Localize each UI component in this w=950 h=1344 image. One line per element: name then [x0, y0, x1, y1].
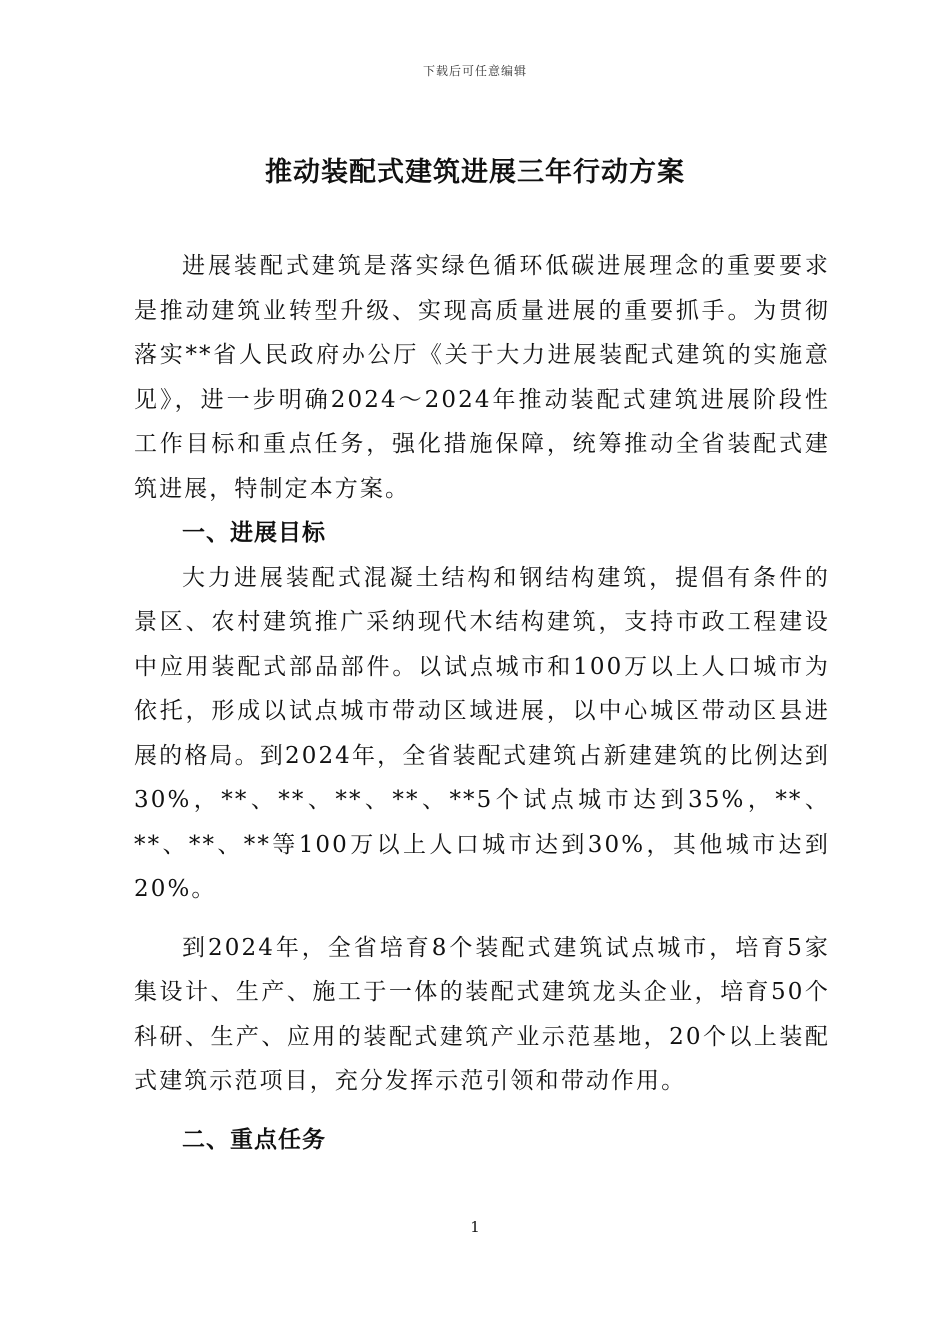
document-body — [134, 244, 830, 1162]
page-number: 1 — [470, 1218, 480, 1236]
section-heading-goals: 一、进展目标 — [182, 520, 326, 546]
document-title: 推动装配式建筑进展三年行动方案 — [265, 157, 685, 188]
page-header: 下载后可任意编辑 — [422, 64, 527, 78]
goals-paragraph-2: 到2024年，全省培育8个装配式建筑试点城市，培育5家集设计、生产、施工于一体的装配式建筑龙头企业，培育50个科研、生产、应用的装配式建筑产业示范基地，20个以上装配式建筑示范项目，充分发挥示范引领和带动作用。 — [134, 934, 830, 1094]
intro-paragraph: 进展装配式建筑是落实绿色循环低碳进展理念的重要要求是推动建筑业转型升级、实现高质量进展的重要抓手。为贯彻落实**省人民政府办公厅《关于大力进展装配式建筑的实施意见》，进一步明确2024～2024年推动装配式建筑进展阶段性工作目标和重点任务，强化措施保障，统筹推动全省装配式建筑进展，特制定本方案。 — [134, 253, 830, 502]
section-heading-tasks: 二、重点任务 — [182, 1126, 326, 1153]
goals-paragraph-1: 大力进展装配式混凝土结构和钢结构建筑，提倡有条件的景区、农村建筑推广采纳现代木结构建筑，支持市政工程建设中应用装配式部品部件。以试点城市和100万以上人口城市为依托，形成以试点城市带动区域进展，以中心城区带动区县进展的格局。到2024年，全省装配式建筑占新建建筑的比例达到30%，**、**、**、**、**5个试点城市达到35%，**、**、**、**等100万以上人口城市达到30%，其他城市达到20%。 — [134, 564, 830, 902]
